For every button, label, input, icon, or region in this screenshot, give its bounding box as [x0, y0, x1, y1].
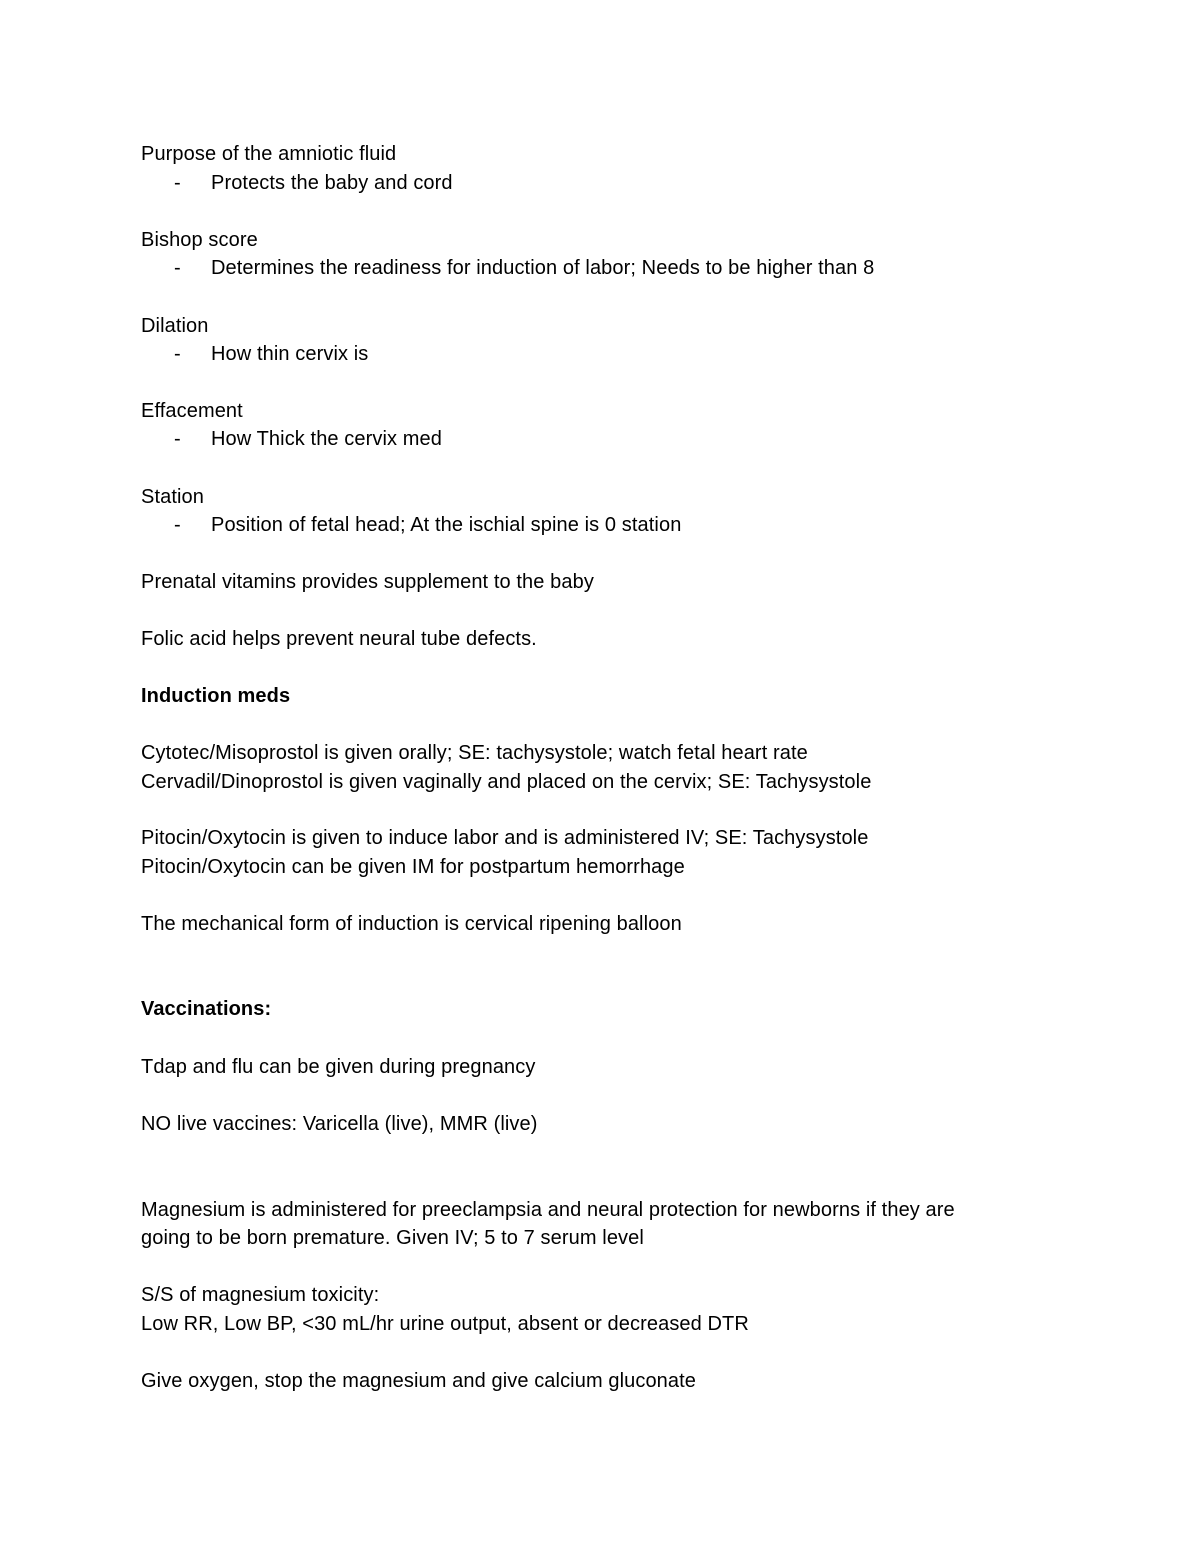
toxicity-signs: Low RR, Low BP, <30 mL/hr urine output, absent or decreased DTR [141, 1313, 749, 1335]
bullet-dash: - [174, 172, 181, 194]
bishop-item: Determines the readiness for induction of labor; Needs to be higher than 8 [211, 257, 875, 279]
effacement-heading: Effacement [141, 400, 243, 422]
prenatal-text: Prenatal vitamins provides supplement to the baby [141, 571, 594, 593]
effacement-item: How Thick the cervix med [211, 428, 442, 450]
vaccines-allowed-text: Tdap and flu can be given during pregnancy [141, 1056, 536, 1078]
toxicity-heading: S/S of magnesium toxicity: [141, 1284, 380, 1306]
bullet-dash: - [174, 514, 181, 536]
magnesium-line-2: going to be born premature. Given IV; 5 to 7 serum level [141, 1227, 644, 1249]
cytotec-text: Cytotec/Misoprostol is given orally; SE: tachysystole; watch fetal heart rate [141, 742, 808, 764]
amniotic-heading: Purpose of the amniotic fluid [141, 143, 397, 165]
pitocin-im-text: Pitocin/Oxytocin can be given IM for postpartum hemorrhage [141, 856, 685, 878]
amniotic-item: Protects the baby and cord [211, 172, 453, 194]
vaccinations-heading: Vaccinations: [141, 998, 272, 1020]
treatment-text: Give oxygen, stop the magnesium and give calcium gluconate [141, 1370, 696, 1392]
mechanical-text: The mechanical form of induction is cervical ripening balloon [141, 913, 682, 935]
cervadil-text: Cervadil/Dinoprostol is given vaginally and placed on the cervix; SE: Tachysystole [141, 771, 872, 793]
bullet-dash: - [174, 343, 181, 365]
bishop-heading: Bishop score [141, 229, 258, 251]
pitocin-iv-text: Pitocin/Oxytocin is given to induce labor and is administered IV; SE: Tachysystole [141, 827, 869, 849]
dilation-item: How thin cervix is [211, 343, 369, 365]
station-item: Position of fetal head; At the ischial spine is 0 station [211, 514, 682, 536]
induction-heading: Induction meds [141, 685, 291, 707]
dilation-heading: Dilation [141, 315, 209, 337]
live-vaccines-text: NO live vaccines: Varicella (live), MMR (live) [141, 1113, 538, 1135]
station-heading: Station [141, 486, 204, 508]
folic-text: Folic acid helps prevent neural tube defects. [141, 628, 537, 650]
bullet-dash: - [174, 428, 181, 450]
magnesium-line-1: Magnesium is administered for preeclampsia and neural protection for newborns if they are [141, 1199, 955, 1221]
bullet-dash: - [174, 257, 181, 279]
